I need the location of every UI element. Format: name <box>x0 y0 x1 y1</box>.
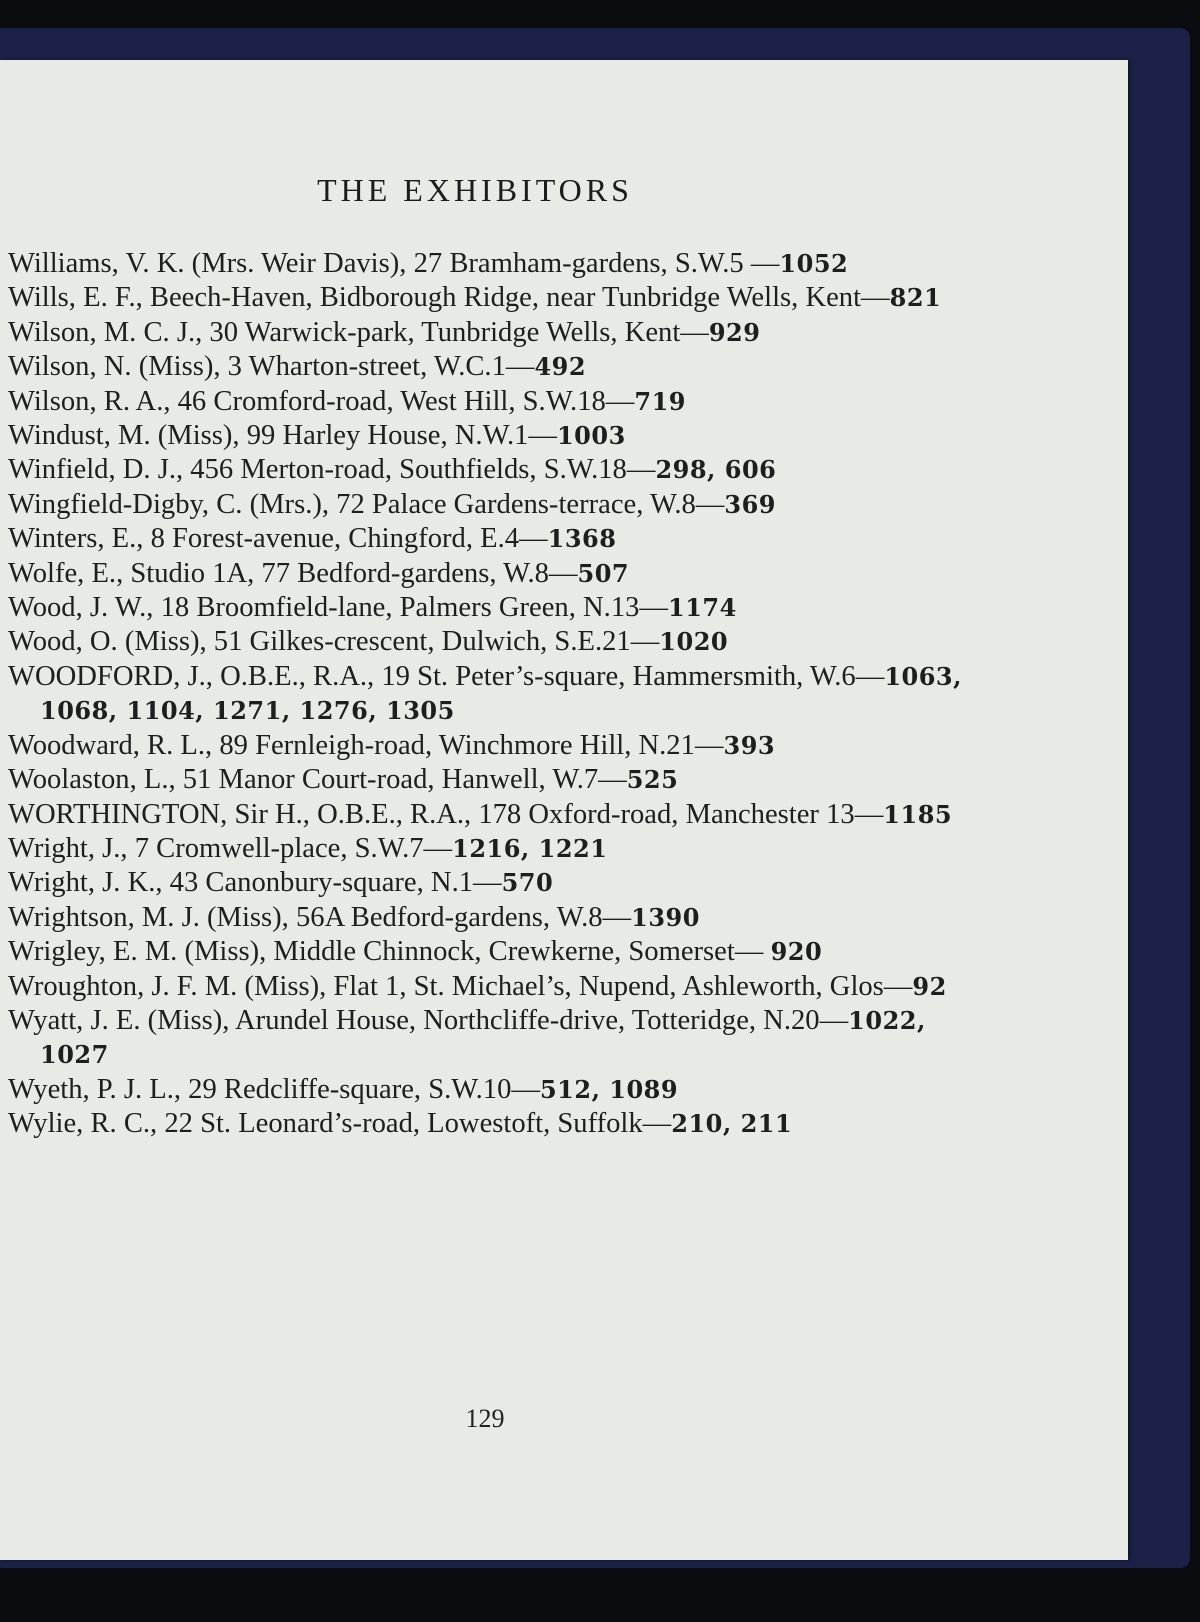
entry-catalogue-numbers: 1185 <box>883 799 953 829</box>
entry-text: Wroughton, J. F. M. (Miss), Flat 1, St. Michael’s, Nupend, Ashleworth, Glos— <box>8 970 913 1002</box>
exhibitor-entry <box>8 522 978 556</box>
exhibitor-entry <box>8 866 978 900</box>
entry-text: Wilson, M. C. J., 30 Warwick-park, Tunbridge Wells, Kent— <box>8 316 709 348</box>
entry-text: Wilson, N. (Miss), 3 Wharton-street, W.C.1— <box>8 351 535 383</box>
entry-catalogue-numbers: 1052 <box>779 249 849 278</box>
entry-text: Wills, E. F., Beech-Haven, Bidborough Ridge, near Tunbridge Wells, Kent— <box>8 282 890 314</box>
entry-text: Woolaston, L., 51 Manor Court-road, Hanwell, W.7— <box>8 764 627 796</box>
exhibitor-entry <box>8 453 978 487</box>
exhibitor-entry <box>8 970 978 1004</box>
entry-text: Winfield, D. J., 456 Merton-road, Southfields, S.W.18— <box>8 454 656 486</box>
entry-text: Wood, O. (Miss), 51 Gilkes-crescent, Dulwich, S.E.21— <box>8 626 660 658</box>
exhibitor-entry <box>8 247 978 281</box>
entry-catalogue-numbers: 1063, 1068, 1104, 1271, 1276, 1305 <box>40 661 962 726</box>
entry-text: Wright, J., 7 Cromwell-place, S.W.7— <box>8 832 453 864</box>
exhibitor-entry <box>8 763 978 797</box>
entry-catalogue-numbers: 821 <box>889 283 942 313</box>
entry-catalogue-numbers: 492 <box>534 352 587 382</box>
exhibitor-entry <box>8 660 978 729</box>
entry-text: Wyeth, P. J. L., 29 Redcliffe-square, S.W.10— <box>8 1073 540 1105</box>
entry-catalogue-numbers: 210, 211 <box>671 1109 793 1139</box>
exhibitor-entry <box>8 1004 978 1073</box>
entry-catalogue-numbers: 1368 <box>547 524 617 554</box>
exhibitor-entry <box>8 798 978 832</box>
exhibitor-entry <box>8 935 978 969</box>
exhibitor-entry <box>8 832 978 866</box>
entry-catalogue-numbers: 512, 1089 <box>539 1074 679 1104</box>
entry-text: Wilson, R. A., 46 Cromford-road, West Hill, S.W.18— <box>8 385 635 417</box>
entry-text: Woodward, R. L., 89 Fernleigh-road, Winchmore Hill, N.21— <box>8 729 724 761</box>
page-title: THE EXHIBITORS <box>317 172 633 208</box>
exhibitor-entry <box>8 557 978 591</box>
entry-catalogue-numbers: 719 <box>634 386 687 416</box>
entry-text: Wyatt, J. E. (Miss), Arundel House, Northcliffe-drive, Totteridge, N.20— <box>8 1004 849 1036</box>
entry-catalogue-numbers: 525 <box>626 765 679 795</box>
entry-text: Wood, J. W., 18 Broomfield-lane, Palmers Green, N.13— <box>8 592 669 624</box>
entry-catalogue-numbers: 369 <box>724 489 777 519</box>
exhibitor-entry <box>8 1107 978 1141</box>
entry-catalogue-numbers: 92 <box>912 971 947 1001</box>
entry-catalogue-numbers: 393 <box>723 730 776 760</box>
entry-catalogue-numbers: 1022, 1027 <box>40 1005 926 1070</box>
entry-catalogue-numbers: 298, 606 <box>655 455 777 485</box>
entry-catalogue-numbers: 1003 <box>556 421 626 451</box>
exhibitor-entry <box>8 901 978 935</box>
entry-text: Winters, E., 8 Forest-avenue, Chingford, E.4— <box>8 523 548 555</box>
entry-text: Windust, M. (Miss), 99 Harley House, N.W.1— <box>8 420 557 452</box>
exhibitor-list <box>8 247 978 1142</box>
exhibitor-entry <box>8 350 978 384</box>
entry-text: WORTHINGTON, Sir H., O.B.E., R.A., 178 Oxford-road, Manchester 13— <box>8 798 884 830</box>
exhibitor-entry <box>8 488 978 522</box>
entry-catalogue-numbers: 570 <box>501 868 554 898</box>
entry-catalogue-numbers: 1174 <box>668 593 737 623</box>
exhibitor-entry <box>8 281 978 315</box>
entry-text: Wrightson, M. J. (Miss), 56A Bedford-gardens, W.8— <box>8 901 632 933</box>
exhibitor-entry <box>8 419 978 453</box>
entry-catalogue-numbers: 507 <box>577 558 630 588</box>
entry-text: Wingfield-Digby, C. (Mrs.), 72 Palace Gardens-terrace, W.8— <box>8 488 725 520</box>
exhibitor-entry <box>8 316 978 350</box>
entry-catalogue-numbers: 1216, 1221 <box>452 833 608 863</box>
entry-catalogue-numbers: 920 <box>770 937 823 967</box>
entry-catalogue-numbers: 929 <box>708 317 761 347</box>
entry-catalogue-numbers: 1020 <box>659 627 729 657</box>
entry-text: WOODFORD, J., O.B.E., R.A., 19 St. Peter’s-square, Hammersmith, W.6— <box>8 660 885 692</box>
entry-text: Wright, J. K., 43 Canonbury-square, N.1— <box>8 867 502 899</box>
exhibitor-entry <box>8 591 978 625</box>
exhibitor-entry <box>8 1073 978 1107</box>
entry-text: Wolfe, E., Studio 1A, 77 Bedford-gardens, W.8— <box>8 557 578 589</box>
entry-text: Wylie, R. C., 22 St. Leonard’s-road, Lowestoft, Suffolk— <box>8 1108 672 1140</box>
exhibitor-entry <box>8 625 978 659</box>
page-number: 129 <box>465 1404 505 1433</box>
entry-text: Williams, V. K. (Mrs. Weir Davis), 27 Bramham-gardens, S.W.5 — <box>8 248 780 279</box>
exhibitor-entry <box>8 385 978 419</box>
entry-text: Wrigley, E. M. (Miss), Middle Chinnock, Crewkerne, Somerset— <box>8 936 771 968</box>
exhibitor-entry <box>8 729 978 763</box>
entry-catalogue-numbers: 1390 <box>631 902 700 932</box>
